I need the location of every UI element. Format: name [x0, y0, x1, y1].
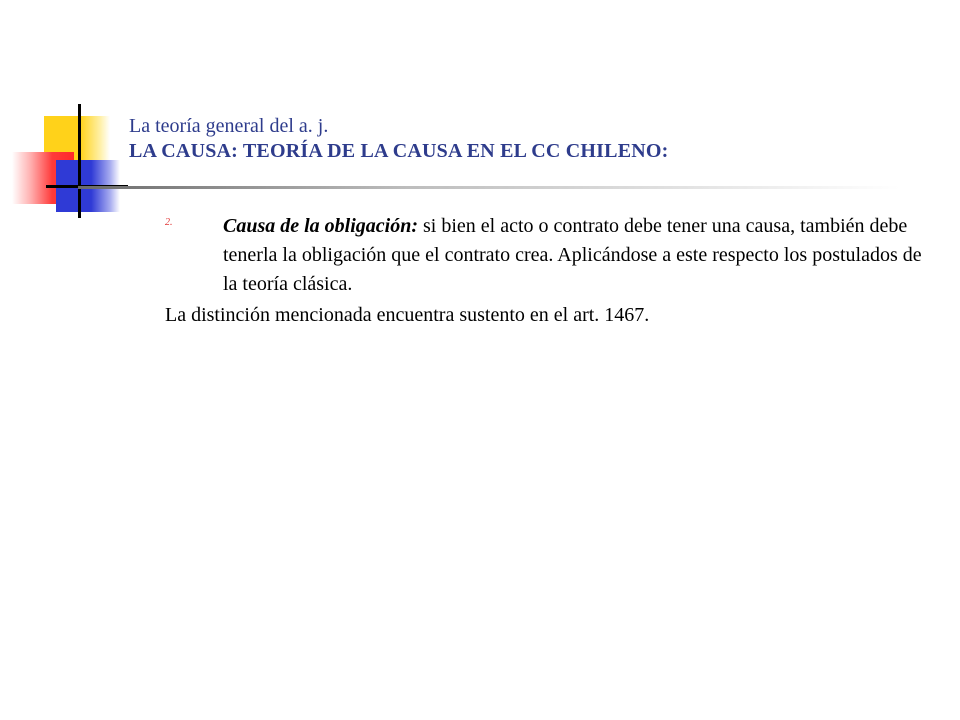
list-item-text: si bien el acto o contrato debe tener una causa, también debe tenerla la obligación que el contrato crea. Aplicándose a este respecto los postulados de la teoría clásica.	[223, 215, 922, 295]
slide-logo-icon	[0, 0, 140, 230]
slide-title	[129, 114, 929, 164]
list-item-number: 2.	[165, 217, 173, 228]
slide-body	[165, 212, 925, 330]
title-subtitle: La teoría general del a. j.	[129, 115, 329, 137]
logo-vertical-line	[78, 104, 81, 218]
list-item-term: Causa de la obligación:	[223, 215, 419, 237]
list-item	[165, 212, 925, 299]
body-paragraph: La distinción mencionada encuentra sustento en el art. 1467.	[165, 304, 650, 326]
title-heading: LA CAUSA: TEORÍA DE LA CAUSA EN EL CC CHILENO:	[129, 140, 669, 162]
title-divider	[78, 186, 900, 189]
